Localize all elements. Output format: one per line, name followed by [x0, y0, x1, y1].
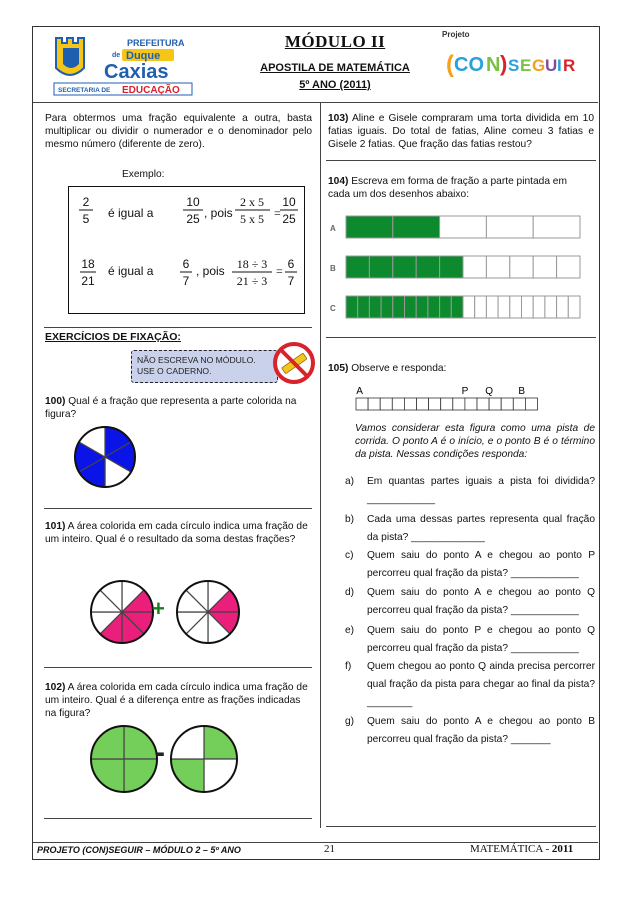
bar-label-B: B: [330, 264, 336, 273]
bar-B-part-3: [393, 256, 416, 278]
track-label-q: Q: [485, 386, 493, 397]
minus-sign: -: [155, 736, 165, 769]
track-part-7: [429, 398, 441, 410]
example-row-1: [72, 188, 300, 242]
section-divider-2: [44, 508, 312, 509]
logo-prefeitura-text: PREFEITURA: [127, 38, 185, 48]
svg-text:5: 5: [82, 212, 90, 226]
track-part-11: [477, 398, 489, 410]
footer-left: PROJETO (CON)SEGUIR – MÓDULO 2 – 5º ANO: [37, 845, 241, 855]
bar-A-part-3: [440, 216, 487, 238]
bar-C-part-16: [522, 296, 534, 318]
svg-text:18 ÷ 3: 18 ÷ 3: [236, 257, 268, 271]
track-label-p: P: [461, 386, 469, 397]
section-divider-4: [44, 818, 312, 819]
svg-text:de: de: [112, 52, 121, 59]
svg-text:21: 21: [81, 274, 95, 288]
conseguir-logo: [442, 44, 582, 80]
bar-A-part-5: [533, 216, 580, 238]
item-letter: a): [345, 476, 355, 487]
q105-intro: Vamos considerar esta figura como uma pista de corrida. O ponto A é o início, e o ponto B é o término da pista. Nessas condições responda:: [355, 423, 595, 460]
bar-B-part-6: [463, 256, 486, 278]
track-part-15: [525, 398, 537, 410]
bar-B-part-5: [440, 256, 463, 278]
bar-C-part-13: [486, 296, 498, 318]
bar-B-part-8: [510, 256, 533, 278]
bar-A-part-2: [393, 216, 440, 238]
warning-line-1: NÃO ESCREVA NO MÓDULO.: [137, 355, 256, 365]
bar-C-part-18: [545, 296, 557, 318]
svg-text:2: 2: [82, 195, 90, 209]
item-letter: e): [345, 625, 355, 636]
track-part-2: [368, 398, 380, 410]
q103: 103) Aline e Gisele compraram uma torta dividida em 10 fatias iguais. Do total de fatias, Aline comeu 3 fatias e Gisele 2 fatias. Que fração das fatias restou?: [328, 113, 594, 150]
svg-text:, pois: , pois: [196, 264, 225, 278]
logo-duque-text: Duque: [126, 50, 161, 62]
svg-text:CON)SEGUIR: CON)SEGUIR: [442, 44, 449, 45]
bar-C-part-10: [451, 296, 463, 318]
svg-text:21 ÷ 3: 21 ÷ 3: [236, 274, 268, 288]
svg-text:7: 7: [182, 274, 190, 288]
svg-text:18: 18: [81, 257, 95, 271]
svg-text:S: S: [508, 56, 520, 75]
bar-label-A: A: [330, 224, 336, 233]
column-divider: [320, 102, 321, 828]
bar-C-part-14: [498, 296, 510, 318]
exercicios-title: EXERCÍCIOS DE FIXAÇÃO:: [45, 331, 181, 343]
track-part-4: [392, 398, 404, 410]
intro-paragraph: Para obtermos uma fração equivalente a outra, basta multiplicar ou dividir o numerador e o denominador pelo mesmo número (diferente de zero).: [45, 113, 312, 150]
bar-label-C: C: [330, 304, 336, 313]
no-pencil-icon: [271, 340, 317, 386]
bar-C-part-2: [358, 296, 370, 318]
svg-text:2 x 5: 2 x 5: [240, 195, 264, 209]
svg-text:6: 6: [287, 257, 295, 271]
item-text: Em quantas partes iguais a pista foi dividida? ____________: [367, 476, 595, 505]
bar-B-part-9: [533, 256, 556, 278]
bar-B-part-10: [557, 256, 580, 278]
bar-C-part-17: [533, 296, 545, 318]
track-part-8: [441, 398, 453, 410]
track-part-10: [465, 398, 477, 410]
q105-item-e: [345, 622, 595, 658]
q101-circle-left: [84, 578, 160, 646]
bar-C-part-1: [346, 296, 358, 318]
q100-circle: [72, 424, 138, 490]
svg-text:6: 6: [182, 257, 190, 271]
item-letter: c): [345, 550, 354, 561]
item-letter: f): [345, 661, 352, 672]
q101: 101) A área colorida em cada círculo indica uma fração de um inteiro. Qual é o resultado da soma destas frações?: [45, 521, 308, 545]
q105-item-d: [345, 584, 595, 620]
bar-B-part-4: [416, 256, 439, 278]
logo-caxias-text: Caxias: [104, 61, 169, 83]
track-part-1: [356, 398, 368, 410]
section-divider-3: [44, 667, 312, 668]
bar-C-part-5: [393, 296, 405, 318]
header-divider: [33, 102, 598, 103]
bar-C-part-12: [475, 296, 487, 318]
item-letter: b): [345, 514, 355, 525]
item-text: Cada uma dessas partes representa qual fração da pista? _____________: [367, 514, 595, 543]
svg-text:E: E: [520, 56, 532, 75]
track-part-13: [501, 398, 513, 410]
track-part-14: [513, 398, 525, 410]
section-divider-1: [44, 327, 312, 328]
ano-title: 5º ANO (2011): [299, 79, 371, 91]
svg-text:10: 10: [186, 195, 200, 209]
svg-text:5 x 5: 5 x 5: [240, 212, 264, 226]
q105-item-f: [345, 658, 595, 712]
svg-text:=: =: [274, 206, 281, 220]
q105-item-a: [345, 473, 595, 509]
bar-C-part-8: [428, 296, 440, 318]
track-label-b: B: [518, 386, 526, 397]
svg-text:): ): [500, 51, 508, 76]
q105-item-g: [345, 713, 595, 749]
bar-C-part-4: [381, 296, 393, 318]
item-text: Quem saiu do ponto P e chegou ao ponto Q percorreu qual fração da pista? ____________: [367, 625, 595, 654]
svg-text:SECRETARIA DE: SECRETARIA DE: [58, 87, 111, 94]
svg-text:EDUCAÇÃO: EDUCAÇÃO: [122, 85, 180, 96]
q102-circle-left: [86, 723, 162, 795]
bar-C-part-9: [440, 296, 452, 318]
item-text: Quem chegou ao ponto Q ainda precisa percorrer qual fração da pista para chegar ao final da pista? ________: [367, 661, 595, 708]
bar-C-part-11: [463, 296, 475, 318]
item-letter: g): [345, 716, 355, 727]
svg-text:10: 10: [282, 195, 296, 209]
svg-text:U: U: [545, 56, 558, 75]
bar-B-part-7: [486, 256, 509, 278]
plus-sign: +: [152, 596, 165, 621]
track-part-5: [404, 398, 416, 410]
page-number: 21: [324, 843, 335, 855]
svg-text:(: (: [446, 51, 454, 78]
svg-text:N: N: [486, 54, 501, 76]
footer-right: MATEMÁTICA - 2011: [470, 843, 574, 855]
projeto-label: Projeto: [442, 30, 470, 39]
q104: 104) Escreva em forma de fração a parte pintada em cada um dos desenhos abaixo:: [328, 176, 567, 200]
q104-bars: [326, 212, 586, 324]
module-title: MÓDULO II: [284, 32, 386, 51]
svg-text:7: 7: [287, 274, 295, 288]
svg-text:R: R: [563, 56, 576, 75]
bar-B-part-2: [369, 256, 392, 278]
bar-C-part-6: [405, 296, 417, 318]
track-part-3: [380, 398, 392, 410]
bar-C-part-19: [557, 296, 569, 318]
q102-circle-right: [166, 723, 242, 795]
bar-A-part-1: [346, 216, 393, 238]
q101-circle-right: [170, 578, 246, 646]
prefeitura-logo: [52, 32, 194, 96]
right-divider-3: [326, 826, 596, 827]
svg-text:CO: CO: [454, 54, 484, 76]
svg-text:é igual a: é igual a: [108, 206, 154, 220]
svg-text:I: I: [557, 56, 562, 75]
track-part-6: [417, 398, 429, 410]
svg-text:, pois: , pois: [204, 206, 233, 220]
bar-B-part-1: [346, 256, 369, 278]
track-part-12: [489, 398, 501, 410]
exemplo-label: Exemplo:: [122, 169, 165, 180]
item-text: Quem saiu do ponto A e chegou ao ponto P percorreu qual fração da pista? ____________: [367, 550, 595, 579]
bar-A-part-4: [486, 216, 533, 238]
bar-C-part-3: [369, 296, 381, 318]
bar-C-part-15: [510, 296, 522, 318]
q105-item-c: [345, 547, 595, 583]
bar-C-part-7: [416, 296, 428, 318]
q105-item-b: [345, 511, 595, 547]
q102: 102) A área colorida em cada círculo indica uma fração de um inteiro. Qual é a diferença entre as frações indicadas na figura?: [45, 682, 308, 719]
track-label-a: A: [356, 386, 363, 397]
svg-text:G: G: [532, 56, 546, 75]
right-divider-1: [326, 160, 596, 161]
bar-C-part-20: [568, 296, 580, 318]
example-row-2: [72, 250, 300, 304]
item-text: Quem saiu do ponto A e chegou ao ponto B percorreu qual fração da pista? _______: [367, 716, 595, 745]
track-part-9: [453, 398, 465, 410]
svg-text:=: =: [276, 264, 283, 278]
svg-text:é igual a: é igual a: [108, 264, 154, 278]
q100: 100) Qual é a fração que representa a parte colorida na figura?: [45, 396, 297, 420]
warning-line-2: USE O CADERNO.: [137, 366, 212, 376]
apostila-title: APOSTILA DE MATEMÁTICA: [260, 62, 410, 74]
svg-text:25: 25: [282, 212, 296, 226]
item-text: Quem saiu do ponto A e chegou ao ponto Q percorreu qual fração da pista? ____________: [367, 587, 595, 616]
item-letter: d): [345, 587, 355, 598]
right-divider-2: [326, 337, 596, 338]
q105: 105) Observe e responda:: [328, 363, 447, 374]
svg-text:25: 25: [186, 212, 200, 226]
race-track: [350, 384, 550, 416]
